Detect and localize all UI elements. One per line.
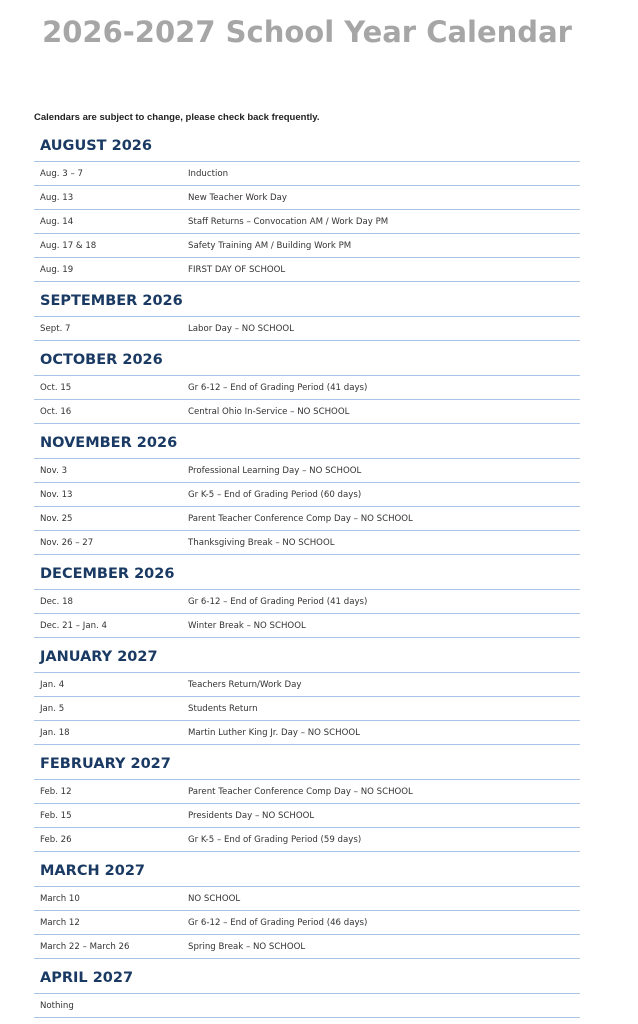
event-row xyxy=(34,935,580,959)
event-row xyxy=(34,590,580,614)
month-section xyxy=(34,130,580,282)
event-row xyxy=(34,317,580,341)
event-description: Gr K-5 – End of Grading Period (59 days) xyxy=(188,834,362,845)
event-date: Jan. 5 xyxy=(40,703,65,714)
event-date: March 12 xyxy=(40,917,80,928)
event-date: Oct. 16 xyxy=(40,406,72,417)
event-description: Induction xyxy=(188,168,229,179)
month-section xyxy=(34,344,580,424)
month-heading: OCTOBER 2026 xyxy=(34,344,580,376)
event-description: Students Return xyxy=(188,703,258,714)
event-row xyxy=(34,376,580,400)
event-description: Winter Break – NO SCHOOL xyxy=(188,620,306,631)
event-row xyxy=(34,531,580,555)
event-description: Labor Day – NO SCHOOL xyxy=(188,323,294,334)
event-description: Central Ohio In-Service – NO SCHOOL xyxy=(188,406,350,417)
event-row xyxy=(34,614,580,638)
event-description: Gr 6-12 – End of Grading Period (41 days) xyxy=(188,596,368,607)
event-description: New Teacher Work Day xyxy=(188,192,288,203)
month-section xyxy=(34,558,580,638)
event-row xyxy=(34,780,580,804)
event-row xyxy=(34,507,580,531)
month-section xyxy=(34,855,580,959)
event-date: March 22 – March 26 xyxy=(40,941,130,952)
month-heading: FEBRUARY 2027 xyxy=(34,748,580,780)
event-date: Nov. 26 – 27 xyxy=(40,537,94,548)
event-date: Aug. 14 xyxy=(40,216,74,227)
event-row xyxy=(34,186,580,210)
event-description: NO SCHOOL xyxy=(188,893,241,904)
month-heading: DECEMBER 2026 xyxy=(34,558,580,590)
event-date: Dec. 18 xyxy=(40,596,74,607)
event-date: Sept. 7 xyxy=(40,323,71,334)
event-description: Professional Learning Day – NO SCHOOL xyxy=(188,465,362,476)
event-description: Martin Luther King Jr. Day – NO SCHOOL xyxy=(188,727,360,738)
page-title: 2026-2027 School Year Calendar xyxy=(42,15,572,49)
event-date: Nov. 25 xyxy=(40,513,73,524)
event-description: Parent Teacher Conference Comp Day – NO SCHOOL xyxy=(188,513,413,524)
event-description: Safety Training AM / Building Work PM xyxy=(188,240,352,251)
month-section xyxy=(34,962,580,1018)
event-row xyxy=(34,258,580,282)
event-date: Jan. 4 xyxy=(40,679,65,690)
event-description: Presidents Day – NO SCHOOL xyxy=(188,810,315,821)
event-row xyxy=(34,234,580,258)
event-description: Teachers Return/Work Day xyxy=(188,679,302,690)
event-date: Nov. 13 xyxy=(40,489,73,500)
event-row xyxy=(34,994,580,1018)
month-section xyxy=(34,641,580,745)
event-date: Feb. 26 xyxy=(40,834,72,845)
event-date: March 10 xyxy=(40,893,80,904)
event-date: Nov. 3 xyxy=(40,465,68,476)
event-row xyxy=(34,400,580,424)
event-row xyxy=(34,673,580,697)
month-heading: NOVEMBER 2026 xyxy=(34,427,580,459)
event-description: Parent Teacher Conference Comp Day – NO SCHOOL xyxy=(188,786,413,797)
event-description: Staff Returns – Convocation AM / Work Day PM xyxy=(188,216,389,227)
event-row xyxy=(34,162,580,186)
event-description: Thanksgiving Break – NO SCHOOL xyxy=(188,537,335,548)
event-row xyxy=(34,210,580,234)
calendar-list xyxy=(34,130,580,1018)
event-row xyxy=(34,804,580,828)
event-description: Spring Break – NO SCHOOL xyxy=(188,941,306,952)
event-row xyxy=(34,483,580,507)
event-date: Nothing xyxy=(40,1000,74,1011)
event-date: Oct. 15 xyxy=(40,382,72,393)
event-date: Dec. 21 – Jan. 4 xyxy=(40,620,107,631)
event-description: Gr 6-12 – End of Grading Period (46 days) xyxy=(188,917,368,928)
event-date: Aug. 19 xyxy=(40,264,74,275)
event-description: Gr 6-12 – End of Grading Period (41 days) xyxy=(188,382,368,393)
month-section xyxy=(34,285,580,341)
month-heading: APRIL 2027 xyxy=(34,962,580,994)
event-description: Gr K-5 – End of Grading Period (60 days) xyxy=(188,489,362,500)
event-row xyxy=(34,911,580,935)
month-heading: MARCH 2027 xyxy=(34,855,580,887)
month-section xyxy=(34,748,580,852)
event-date: Jan. 18 xyxy=(40,727,70,738)
event-date: Aug. 13 xyxy=(40,192,74,203)
event-description: FIRST DAY OF SCHOOL xyxy=(188,264,286,275)
event-row xyxy=(34,887,580,911)
month-heading: AUGUST 2026 xyxy=(34,130,580,162)
event-date: Aug. 17 & 18 xyxy=(40,240,97,251)
event-row xyxy=(34,721,580,745)
month-section xyxy=(34,427,580,555)
event-row xyxy=(34,828,580,852)
event-date: Feb. 15 xyxy=(40,810,72,821)
event-row xyxy=(34,697,580,721)
event-date: Feb. 12 xyxy=(40,786,72,797)
month-heading: SEPTEMBER 2026 xyxy=(34,285,580,317)
month-heading: JANUARY 2027 xyxy=(34,641,580,673)
change-notice: Calendars are subject to change, please check back frequently. xyxy=(34,112,320,123)
event-row xyxy=(34,459,580,483)
event-date: Aug. 3 – 7 xyxy=(40,168,83,179)
